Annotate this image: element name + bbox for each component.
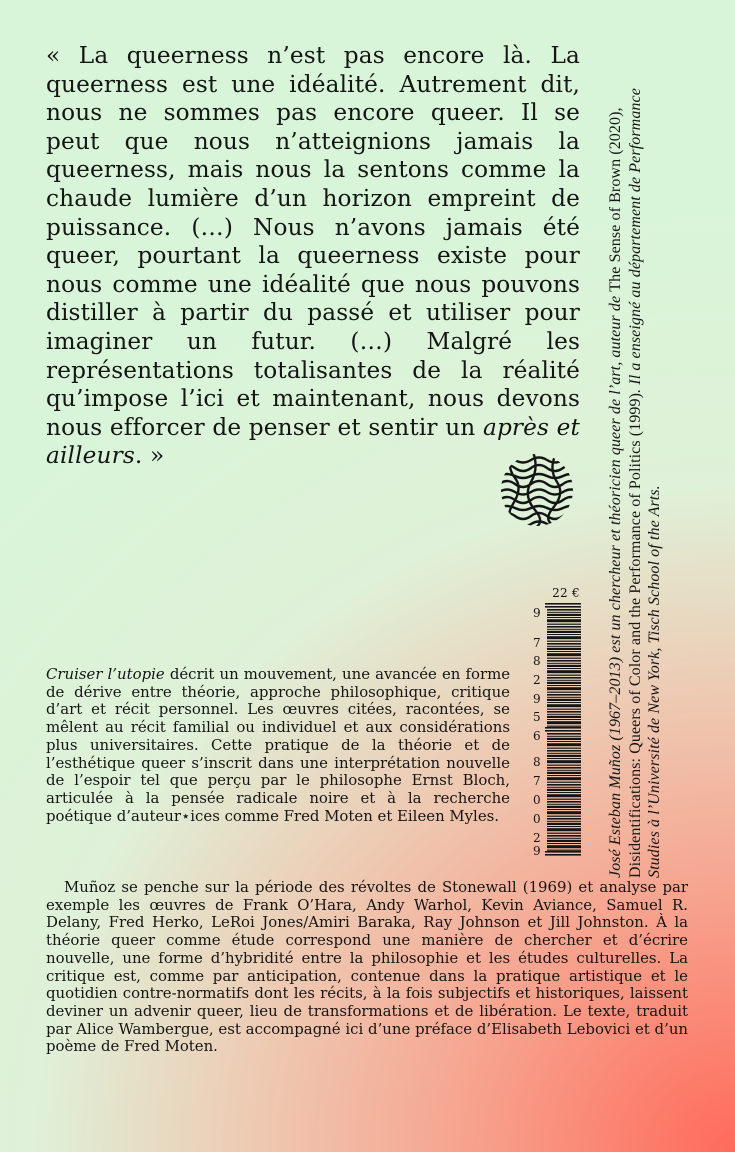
barcode-bar — [547, 806, 581, 808]
barcode-bar — [547, 714, 581, 715]
barcode-digit: 2 — [533, 831, 541, 845]
barcode-bar — [547, 804, 581, 805]
barcode-bar — [547, 750, 581, 752]
barcode-bar — [547, 799, 581, 800]
barcode-bar — [547, 668, 581, 669]
bio-text-2: . Il a enseigné au département de Performance Studies à l’Université de New York, Tisch School of the Arts. — [626, 88, 663, 878]
barcode-guard-bar — [545, 730, 581, 732]
barcode-bar — [547, 629, 581, 630]
barcode-bar — [547, 826, 581, 827]
barcode-digit: 5 — [533, 710, 541, 724]
barcode-bar — [547, 614, 581, 616]
barcode-bar — [547, 753, 581, 754]
barcode-digit: 0 — [533, 812, 541, 826]
barcode-bar — [547, 631, 581, 633]
barcode-bar — [547, 743, 581, 746]
isbn-barcode — [533, 603, 581, 859]
quote-closing: . » — [134, 442, 165, 470]
bio-text-1: est un chercheur et théoricien queer de l’art, auteur de — [607, 291, 624, 657]
barcode-bar — [547, 755, 581, 757]
barcode-digit: 0 — [533, 793, 541, 807]
barcode-bar — [547, 697, 581, 698]
barcode-digit: 6 — [533, 729, 541, 743]
barcode-bar — [547, 709, 581, 710]
price-label: 22 € — [552, 586, 580, 600]
barcode-bar — [547, 612, 581, 613]
barcode-bar — [547, 782, 581, 783]
barcode-bar — [547, 658, 581, 659]
barcode-bar — [547, 704, 581, 707]
barcode-bar — [547, 770, 581, 771]
barcode-bar — [547, 687, 581, 690]
barcode-bar — [547, 651, 581, 652]
barcode-bar — [547, 809, 581, 810]
barcode-bar — [547, 738, 581, 740]
barcode-bar — [547, 609, 581, 611]
barcode-bar — [547, 758, 581, 759]
barcode-guard-bar — [545, 603, 581, 605]
barcode-bar — [547, 733, 581, 735]
barcode-bar — [547, 787, 581, 788]
barcode-bar — [547, 801, 581, 803]
barcode-bar — [547, 835, 581, 837]
barcode-bar — [547, 694, 581, 696]
barcode-digit: 7 — [533, 636, 541, 650]
barcode-digit: 7 — [533, 774, 541, 788]
barcode-bar — [547, 626, 581, 628]
barcode-bar — [547, 741, 581, 742]
barcode-guard-bar — [545, 727, 581, 729]
barcode-bar — [547, 692, 581, 693]
barcode-bar — [547, 794, 581, 797]
barcode-bar — [547, 711, 581, 713]
barcode-bar — [547, 663, 581, 664]
bio-book-titles: The Sense of Brown (2020), Disidentifications: Queers of Color and the Performance of Politics (1999) — [607, 107, 644, 878]
barcode-bar — [547, 736, 581, 737]
barcode-bar — [547, 680, 581, 681]
barcode-bar — [547, 653, 581, 656]
barcode-bar — [547, 719, 581, 720]
barcode-guard-bar — [545, 851, 581, 853]
barcode-digit: 2 — [533, 673, 541, 687]
barcode-bar — [547, 789, 581, 791]
barcode-bar — [547, 702, 581, 703]
barcode-bar — [547, 816, 581, 817]
barcode-bar — [547, 818, 581, 820]
barcode-bar — [547, 624, 581, 625]
barcode-bar — [547, 772, 581, 774]
barcode-bar — [547, 726, 581, 727]
barcode-bar — [547, 682, 581, 684]
quote-italic-end: après et ailleurs — [46, 413, 580, 470]
barcode-bar — [547, 660, 581, 662]
barcode-bar — [547, 716, 581, 718]
barcode-bar — [547, 685, 581, 686]
barcode-bar — [547, 767, 581, 769]
author-bio — [606, 78, 665, 878]
barcode-bar — [547, 699, 581, 701]
barcode-bar — [547, 821, 581, 822]
barcode-bar — [547, 811, 581, 814]
barcode-bar — [547, 670, 581, 673]
book-title: Cruiser l’utopie — [46, 665, 165, 683]
barcode-digit: 9 — [533, 692, 541, 706]
barcode-bar — [547, 760, 581, 763]
barcode-bar — [547, 840, 581, 842]
barcode-bar — [547, 792, 581, 793]
barcode-bar — [547, 850, 581, 851]
barcode-bar — [547, 675, 581, 676]
barcode-bar — [547, 721, 581, 724]
barcode-bar — [547, 648, 581, 650]
barcode-bar — [547, 748, 581, 749]
barcode-bar — [547, 646, 581, 647]
barcode-bar — [547, 843, 581, 844]
barcode-digit: 8 — [533, 654, 541, 668]
barcode-guard-bar — [545, 854, 581, 856]
barcode-bar — [547, 677, 581, 679]
barcode-bar — [547, 845, 581, 848]
barcode-bar — [547, 784, 581, 786]
barcode-guard-bar — [545, 606, 581, 608]
quote-text: « La queerness n’est pas encore là. La queerness est une idéalité. Autrement dit, nous ne sommes pas encore queer. Il se peut que nous n’atteignions jamais la queerness, mais nous la sentons comme la chaude lumière d’un horizon empreint de puissance. (…) Nous n’avons jamais été queer, pourtant la queerness existe pour nous comme une idéalité que nous pouvons distiller à partir du passé et utiliser pour imaginer un futur. (…) Malgré les représentations totalisantes de la réalité qu’impose l’ici et maintenant, nous devons nous efforcer de penser et sentir un — [46, 42, 580, 441]
summary-paragraph-2: Muñoz se penche sur la période des révoltes de Stonewall (1969) et analyse par exemple les œuvres de Frank O’Hara, Andy Warhol, Kevin Aviance, Samuel R. Delany, Fred Herko, LeRoi Jones/Amiri Baraka, Ray Johnson et Jill Johnston. À la théorie queer comme étude correspond une manière de chercher et d’écrire nouvelle, une forme d’hybridité entre la philosophie et les études culturelles. La critique est, comme par anticipation, contenue dans la pratique artistique et le quotidien contre-normatifs dont les récits, à la fois subjectifs et historiques, laissent deviner un advenir queer, lieu de transformations et de libération. Le texte, traduit par Alice Wambergue, est accompagné ici d’une préface d’Elisabeth Lebovici et d’un poème de Fred Moten. — [46, 878, 688, 1056]
barcode-bar — [547, 828, 581, 831]
barcode-bar — [547, 833, 581, 834]
barcode-bar — [547, 636, 581, 639]
barcode-bar — [547, 619, 581, 622]
pull-quote — [46, 42, 580, 471]
barcode-digit: 9 — [533, 844, 541, 858]
publisher-logo-icon — [497, 450, 577, 530]
barcode-bar — [547, 775, 581, 776]
barcode-digit: 8 — [533, 755, 541, 769]
author-name: José Esteban Muñoz (1967–2013) — [607, 656, 624, 878]
barcode-bar — [547, 765, 581, 766]
barcode-bar — [547, 641, 581, 642]
summary-text-1: décrit un mouvement, une avancée en forme de dérive entre théorie, approche philosophique, critique d’art et récit personnel. Les œuvres citées, racontées, se mêlent au récit familial ou individuel et aux considérations plus universitaires. Cette pratique de la théorie et de l’esthétique queer s’inscrit dans une interprétation nouvelle de l’espoir tel que perçu par le philosophe Ernst Bloch, articulée à la pensée radicale noire et à la recherche poétique d’auteur⋆ices comme Fred Moten et Eileen Myles. — [46, 665, 511, 825]
barcode-digit: 9 — [533, 606, 541, 620]
barcode-bar — [547, 665, 581, 667]
barcode-bar — [547, 823, 581, 825]
barcode-bar — [547, 643, 581, 645]
barcode-bar — [547, 634, 581, 635]
barcode-bar — [547, 777, 581, 780]
summary-paragraph-1 — [46, 666, 510, 825]
barcode-bar — [547, 617, 581, 618]
barcode-bar — [547, 838, 581, 839]
